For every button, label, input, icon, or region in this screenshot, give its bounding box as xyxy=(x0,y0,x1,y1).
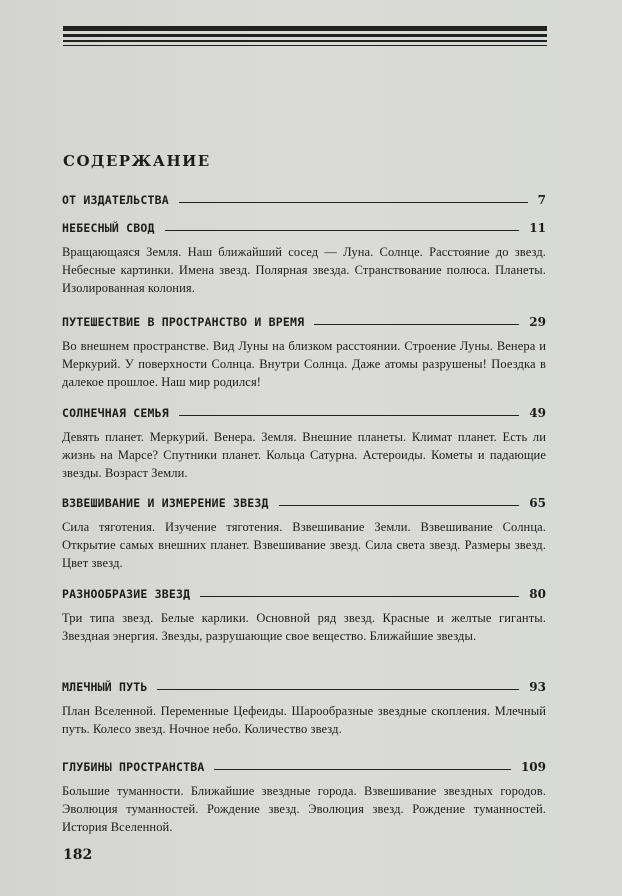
toc-entry-description: Большие туманности. Ближайшие звездные города. Взвешивание звездных городов. Эволюция туманностей. Рождение звезд. Эволюция звезд. Рождение туманностей. История Вселенной. xyxy=(62,784,546,834)
toc-entry-heading xyxy=(62,402,546,420)
toc-entry-description: Девять планет. Меркурий. Венера. Земля. Внешние планеты. Климат планет. Есть ли жизнь на Марсе? Спутники планет. Кольца Сатурна. Астероиды. Кометы и падающие звезды. Возраст Земли. xyxy=(62,430,546,480)
toc-entry-heading xyxy=(62,311,546,329)
toc-entry-title: РАЗНООБРАЗИЕ ЗВЕЗД xyxy=(62,587,191,601)
toc-entry-title: ОТ ИЗДАТЕЛЬСТВА xyxy=(62,193,169,207)
leader-line xyxy=(200,596,519,597)
toc-entry xyxy=(62,492,546,572)
toc-entry-heading xyxy=(62,756,546,774)
toc-entry-description: Сила тяготения. Изучение тяготения. Взвешивание Земли. Взвешивание Солнца. Открытие самых внешних планет. Взвешивание звезд. Сила света звезд. Размеры звезд. Цвет звезд. xyxy=(62,520,546,570)
toc-entry xyxy=(62,402,546,482)
toc-entry-page: 109 xyxy=(520,760,546,774)
toc-entry-heading xyxy=(62,676,546,694)
toc-entry-heading xyxy=(62,217,546,235)
rule-line xyxy=(63,26,547,31)
header-rules xyxy=(63,26,547,46)
toc-entry xyxy=(62,756,546,836)
page-number: 182 xyxy=(63,847,93,863)
toc-entry-description: План Вселенной. Переменные Цефеиды. Шарообразные звездные скопления. Млечный путь. Колесо звезд. Ночное небо. Количество звезд. xyxy=(62,704,546,736)
rule-line xyxy=(63,40,547,42)
toc-entry-page: 7 xyxy=(537,193,546,207)
toc-entry-heading xyxy=(62,189,546,207)
toc-entry xyxy=(62,311,546,391)
toc-entry xyxy=(62,583,546,645)
toc-entry-heading xyxy=(62,492,546,510)
toc-entry-description: Три типа звезд. Белые карлики. Основной ряд звезд. Красные и желтые гиганты. Звездная энергия. Звезды, разрушающие свое вещество. Ближайшие звезды. xyxy=(62,611,546,643)
toc-entry-page: 49 xyxy=(529,406,546,420)
toc-entry xyxy=(62,676,546,738)
toc-entry-title: МЛЕЧНЫЙ ПУТЬ xyxy=(62,680,148,694)
leader-line xyxy=(179,202,528,203)
toc-entry-page: 93 xyxy=(529,680,546,694)
leader-line xyxy=(279,505,520,506)
toc-entry-page: 65 xyxy=(529,496,546,510)
toc-entry xyxy=(62,217,546,297)
rule-line xyxy=(63,34,547,37)
toc-entry-page: 11 xyxy=(529,221,546,235)
toc-entry-title: ПУТЕШЕСТВИЕ В ПРОСТРАНСТВО И ВРЕМЯ xyxy=(62,315,305,329)
toc-entry-heading xyxy=(62,583,546,601)
toc-entry-title: СОЛНЕЧНАЯ СЕМЬЯ xyxy=(62,406,169,420)
leader-line xyxy=(165,230,520,231)
rule-line xyxy=(63,45,547,46)
leader-line xyxy=(157,689,519,690)
toc-entry xyxy=(62,189,546,207)
toc-entry-title: НЕБЕСНЫЙ СВОД xyxy=(62,221,155,235)
leader-line xyxy=(314,324,519,325)
toc-entry-page: 80 xyxy=(529,587,546,601)
toc-entry-description: Во внешнем пространстве. Вид Луны на близком расстоянии. Строение Луны. Венера и Меркурий. У поверхности Солнца. Внутри Солнца. Даже атомы разрушены! Поездка в далекое прошлое. Наш мир родился! xyxy=(62,339,546,389)
leader-line xyxy=(214,769,510,770)
toc-entry-title: ВЗВЕШИВАНИЕ И ИЗМЕРЕНИЕ ЗВЕЗД xyxy=(62,496,269,510)
leader-line xyxy=(179,415,519,416)
toc-entry-description: Вращающаяся Земля. Наш ближайший сосед — Луна. Солнце. Расстояние до звезд. Небесные картинки. Имена звезд. Полярная звезда. Странствование полюса. Планеты. Изолированная колония. xyxy=(62,245,546,295)
toc-entry-page: 29 xyxy=(529,315,546,329)
toc-title: СОДЕРЖАНИЕ xyxy=(63,152,211,170)
toc-entry-title: ГЛУБИНЫ ПРОСТРАНСТВА xyxy=(62,760,205,774)
